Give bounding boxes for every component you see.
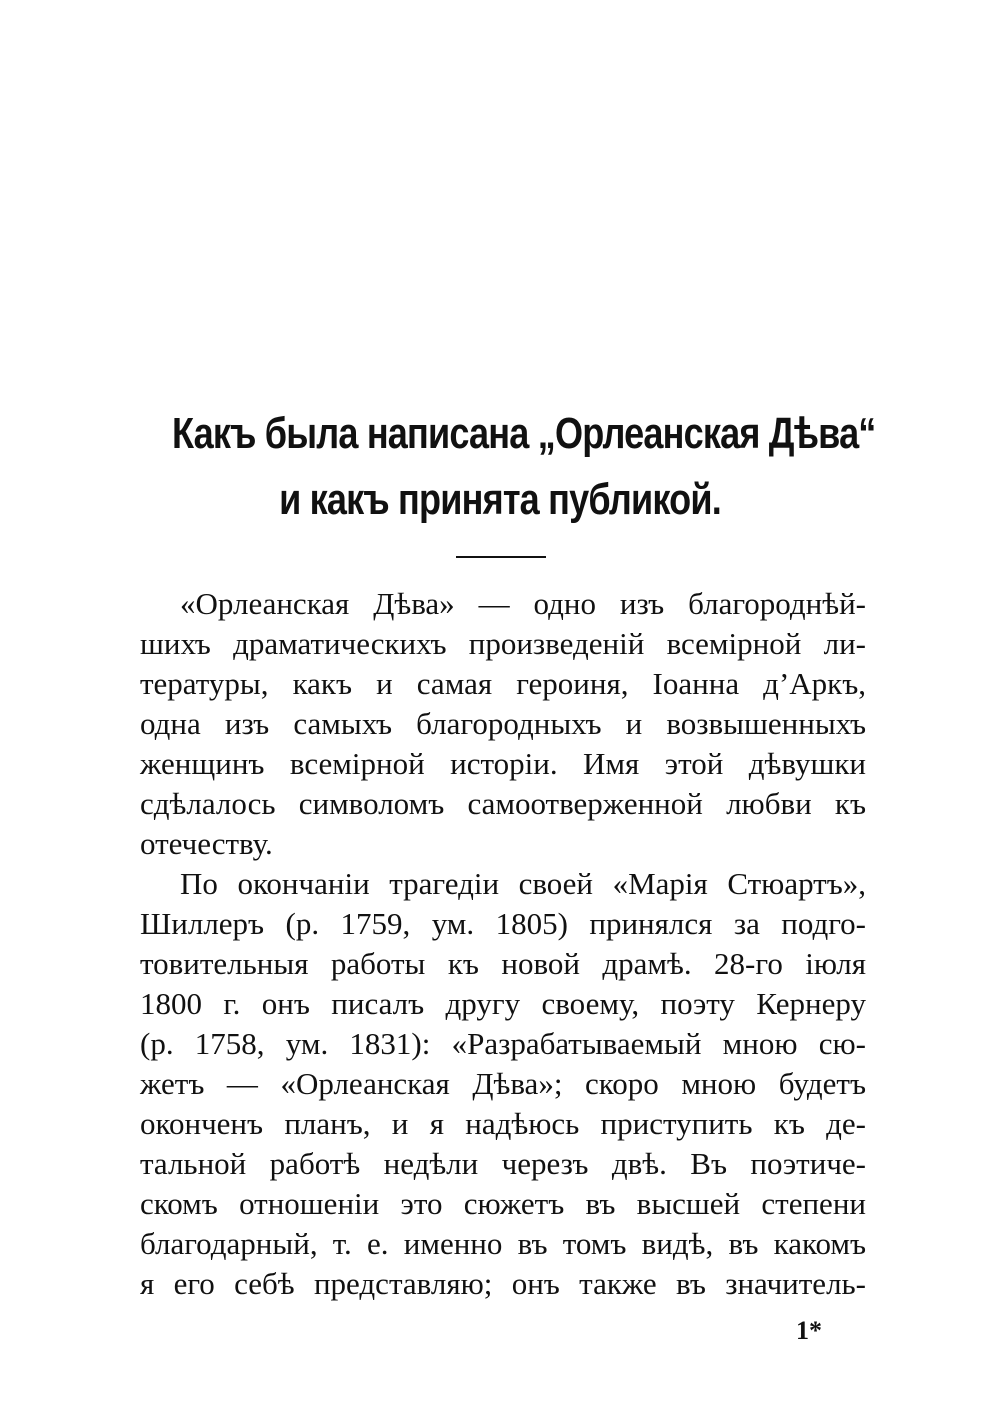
- chapter-title-line-2: и какъ принята публикой.: [279, 475, 721, 524]
- body-line: я его себѣ представляю; онъ также въ значитель-: [140, 1266, 866, 1301]
- body-line: сдѣлалось символомъ самоотверженной любви къ: [140, 786, 866, 821]
- body-line: тературы, какъ и самая героиня, Iоанна д’Аркъ,: [140, 666, 866, 701]
- body-line: «Орлеанская Дѣва» — одно изъ благороднѣй-: [180, 586, 866, 621]
- body-line: 1800 г. онъ писалъ другу своему, поэту Кернеру: [140, 986, 866, 1021]
- body-line: отечеству.: [140, 826, 273, 861]
- body-line: тальной работѣ недѣли черезъ двѣ. Въ поэтиче-: [140, 1146, 866, 1181]
- body-line: товительныя работы къ новой драмѣ. 28-го iюля: [140, 946, 866, 981]
- body-line: оконченъ планъ, и я надѣюсь приступить къ де-: [140, 1106, 866, 1141]
- body-line: женщинъ всемiрной исторiи. Имя этой дѣвушки: [140, 746, 866, 781]
- signature-mark: 1*: [796, 1316, 822, 1345]
- body-line: благодарный, т. е. именно въ томъ видѣ, въ какомъ: [140, 1226, 866, 1261]
- body-line: жетъ — «Орлеанская Дѣва»; скоро мною будетъ: [140, 1066, 866, 1101]
- body-line: одна изъ самыхъ благородныхъ и возвышенныхъ: [140, 706, 866, 741]
- body-line: скомъ отношенiи это сюжетъ въ высшей степени: [140, 1186, 866, 1221]
- body-line: Шиллеръ (р. 1759, ум. 1805) принялся за подго-: [140, 906, 866, 941]
- body-line: шихъ драматическихъ произведенiй всемiрной ли-: [140, 626, 866, 661]
- chapter-title-line-1: Какъ была написана „Орлеанская Дѣва“: [172, 409, 876, 458]
- body-line: (р. 1758, ум. 1831): «Разрабатываемый мною сю-: [140, 1026, 866, 1061]
- body-line: По окончанiи трагедiи своей «Марiя Стюартъ»,: [180, 866, 866, 901]
- title-divider: [456, 556, 546, 558]
